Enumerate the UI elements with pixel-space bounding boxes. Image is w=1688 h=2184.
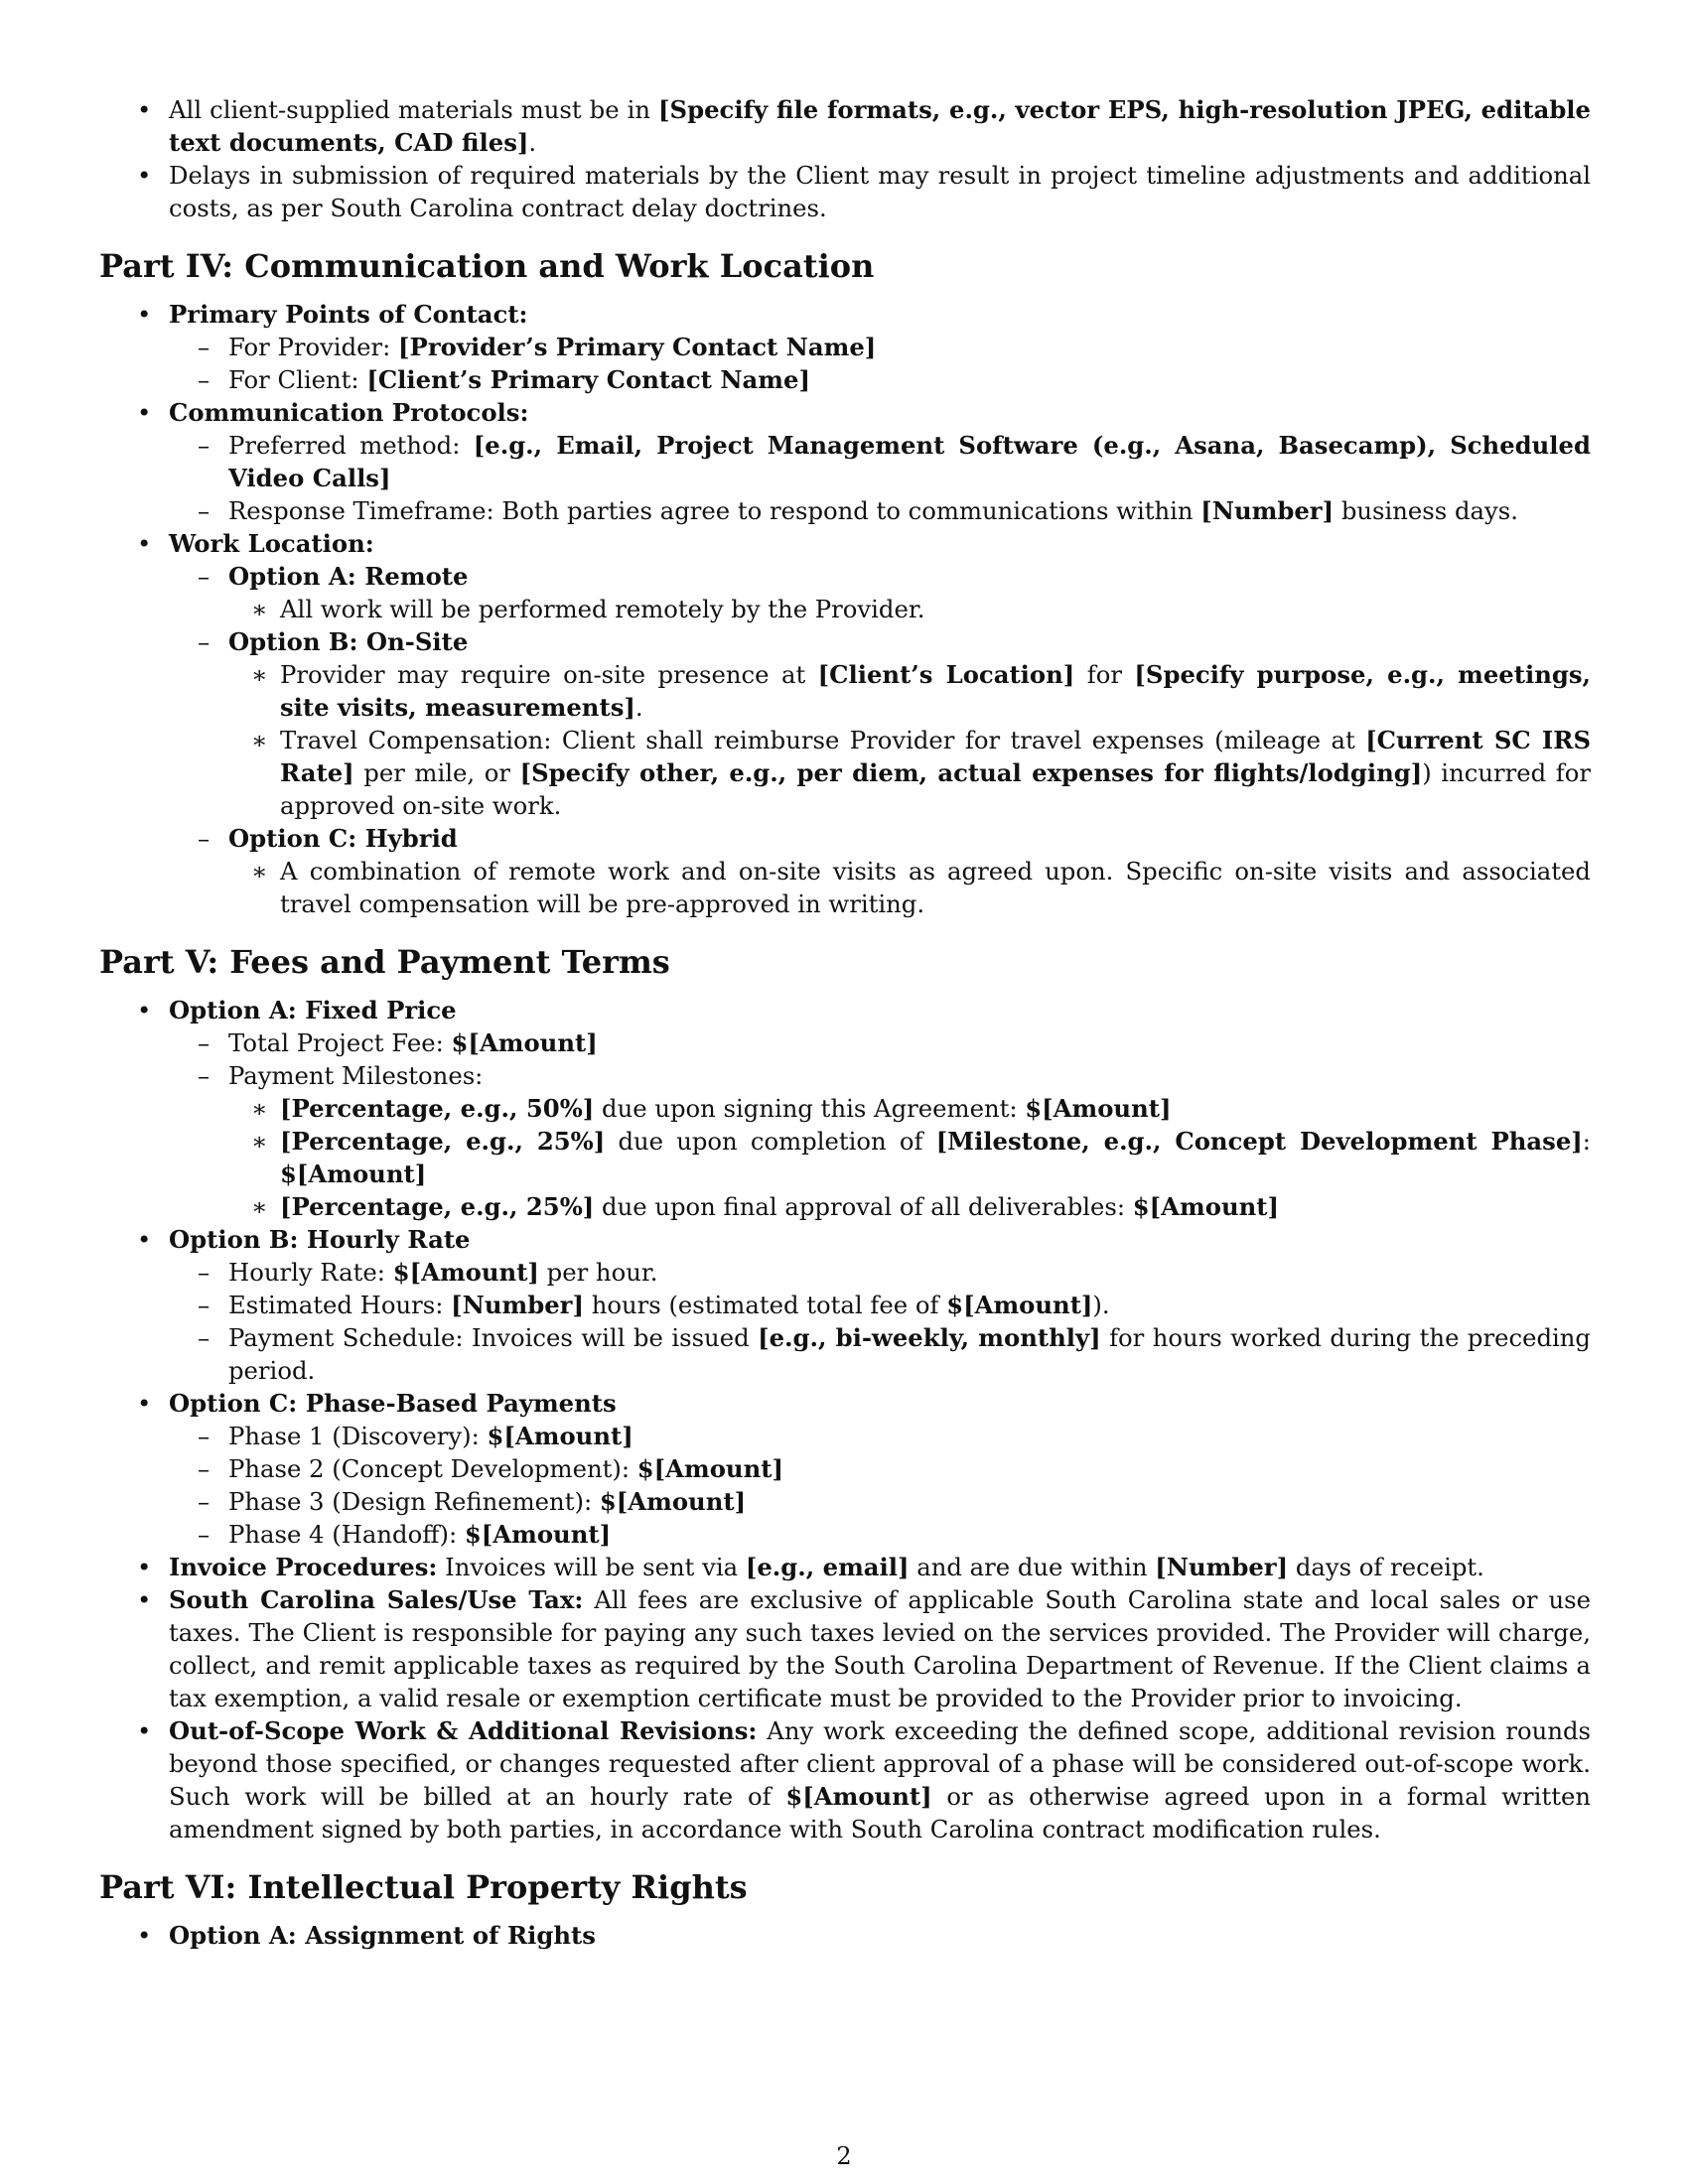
asterisk-marker: ∗	[251, 595, 268, 623]
list-item: • Communication Protocols:	[137, 398, 529, 427]
section-heading-part-iv: Part IV: Communication and Work Location	[99, 247, 875, 285]
sub-list-item: – Phase 2 (Concept Development): $[Amount]	[198, 1454, 783, 1483]
sub-list-item: – Preferred method: [e.g., Email, Project Management Software (e.g., Asana, Basecamp), Scheduled Video Calls]	[198, 431, 1591, 492]
list-item: • Delays in submission of required materials by the Client may result in project timeline adjustments and additional costs, as per South Carolina contract delay doctrines.	[137, 161, 1591, 222]
list-item: • Option B: Hourly Rate	[137, 1225, 471, 1254]
asterisk-marker: ∗	[251, 1127, 268, 1156]
sub-list-item: – For Client: [Client’s Primary Contact Name]	[198, 365, 810, 394]
dash-marker: –	[198, 431, 211, 460]
dash-marker: –	[198, 496, 211, 525]
sub-list-item: – Payment Milestones:	[198, 1061, 484, 1090]
bullet-marker: •	[137, 1389, 152, 1418]
asterisk-marker: ∗	[251, 1192, 268, 1221]
section-heading-part-v: Part V: Fees and Payment Terms	[99, 943, 670, 981]
page-number: 2	[836, 2142, 852, 2170]
dash-marker: –	[198, 1291, 211, 1319]
sub-sub-list-item: ∗ [Percentage, e.g., 50%] due upon signing this Agreement: $[Amount]	[251, 1094, 1172, 1123]
dash-marker: –	[198, 1258, 211, 1287]
bullet-marker: •	[137, 95, 152, 124]
dash-marker: –	[198, 1028, 211, 1057]
sub-list-item: – Option C: Hybrid	[198, 824, 458, 853]
bullet-marker: •	[137, 300, 152, 329]
bullet-marker: •	[137, 398, 152, 427]
sub-list-item: – Option A: Remote	[198, 562, 469, 591]
dash-marker: –	[198, 1422, 211, 1450]
asterisk-marker: ∗	[251, 1094, 268, 1123]
bullet-marker: •	[137, 1553, 152, 1581]
sub-sub-list-item: ∗ A combination of remote work and on-site visits as agreed upon. Specific on-site visits and associated travel compensation will be pre-approved in writing.	[251, 857, 1591, 918]
section-heading-part-vi: Part VI: Intellectual Property Rights	[99, 1868, 748, 1906]
dash-marker: –	[198, 824, 211, 853]
bullet-marker: •	[137, 996, 152, 1024]
sub-list-item: – Phase 4 (Handoff): $[Amount]	[198, 1520, 612, 1549]
dash-marker: –	[198, 562, 211, 591]
sub-list-item: – Payment Schedule: Invoices will be issued [e.g., bi-weekly, monthly] for hours worked during the preceding period.	[198, 1323, 1591, 1385]
dash-marker: –	[198, 333, 211, 361]
dash-marker: –	[198, 1487, 211, 1516]
asterisk-marker: ∗	[251, 857, 268, 886]
sub-list-item: – For Provider: [Provider’s Primary Contact Name]	[198, 333, 877, 361]
sub-list-item: – Total Project Fee: $[Amount]	[198, 1028, 598, 1057]
list-item: • South Carolina Sales/Use Tax: All fees are exclusive of applicable South Carolina state and local sales or use taxes. The Client is responsible for paying any such taxes levied on the services provided. The Provider will charge, collect, and remit applicable taxes as required by the South Carolina Department of Revenue. If the Client claims a tax exemption, a valid resale or exemption certificate must be provided to the Provider prior to invoicing.	[137, 1585, 1591, 1712]
list-item: • Option A: Assignment of Rights	[137, 1921, 596, 1950]
sub-sub-list-item: ∗ Travel Compensation: Client shall reimburse Provider for travel expenses (mileage at [Current SC IRS Rate] per mile, or [Specify other, e.g., per diem, actual expenses for flights/lodging]) incurred for approved on-site work.	[251, 726, 1591, 820]
sub-sub-list-item: ∗ All work will be performed remotely by the Provider.	[251, 595, 925, 623]
asterisk-marker: ∗	[251, 726, 268, 754]
dash-marker: –	[198, 1061, 211, 1090]
bullet-marker: •	[137, 161, 152, 190]
document-page	[99, 93, 1591, 1952]
bullet-marker: •	[137, 529, 152, 558]
sub-sub-list-item: ∗ [Percentage, e.g., 25%] due upon final approval of all deliverables: $[Amount]	[251, 1192, 1279, 1221]
asterisk-marker: ∗	[251, 660, 268, 689]
sub-list-item: – Estimated Hours: [Number] hours (estimated total fee of $[Amount]).	[198, 1291, 1110, 1319]
list-item: • Out-of-Scope Work & Additional Revisions: Any work exceeding the defined scope, additional revision rounds beyond those specified, or changes requested after client approval of a phase will be considered out-of-scope work. Such work will be billed at an hourly rate of $[Amount] or as otherwise agreed upon in a formal written amendment signed by both parties, in accordance with South Carolina contract modification rules.	[137, 1716, 1591, 1843]
list-item: • Option A: Fixed Price	[137, 996, 457, 1024]
bullet-marker: •	[137, 1585, 152, 1614]
list-item: • Invoice Procedures: Invoices will be sent via [e.g., email] and are due within [Number] days of receipt.	[137, 1553, 1484, 1581]
sub-list-item: – Response Timeframe: Both parties agree to respond to communications within [Number] business days.	[198, 496, 1518, 525]
list-item: • Option C: Phase-Based Payments	[137, 1389, 617, 1418]
bullet-marker: •	[137, 1716, 152, 1745]
sub-sub-list-item: ∗ [Percentage, e.g., 25%] due upon completion of [Milestone, e.g., Concept Development Phase]: $[Amount]	[251, 1127, 1591, 1188]
sub-sub-list-item: ∗ Provider may require on-site presence at [Client’s Location] for [Specify purpose, e.g., meetings, site visits, measurements].	[251, 660, 1591, 722]
dash-marker: –	[198, 1323, 211, 1352]
sub-list-item: – Option B: On-Site	[198, 627, 469, 656]
list-item: • Work Location:	[137, 529, 374, 558]
bullet-marker: •	[137, 1921, 152, 1950]
sub-list-item: – Phase 3 (Design Refinement): $[Amount]	[198, 1487, 747, 1516]
bullet-marker: •	[137, 1225, 152, 1254]
dash-marker: –	[198, 1454, 211, 1483]
dash-marker: –	[198, 365, 211, 394]
sub-list-item: – Phase 1 (Discovery): $[Amount]	[198, 1422, 633, 1450]
dash-marker: –	[198, 1520, 211, 1549]
sub-list-item: – Hourly Rate: $[Amount] per hour.	[198, 1258, 658, 1287]
list-item: • Primary Points of Contact:	[137, 300, 528, 329]
dash-marker: –	[198, 627, 211, 656]
list-item: • All client-supplied materials must be in [Specify file formats, e.g., vector EPS, high-resolution JPEG, editable text documents, CAD files].	[137, 95, 1591, 157]
